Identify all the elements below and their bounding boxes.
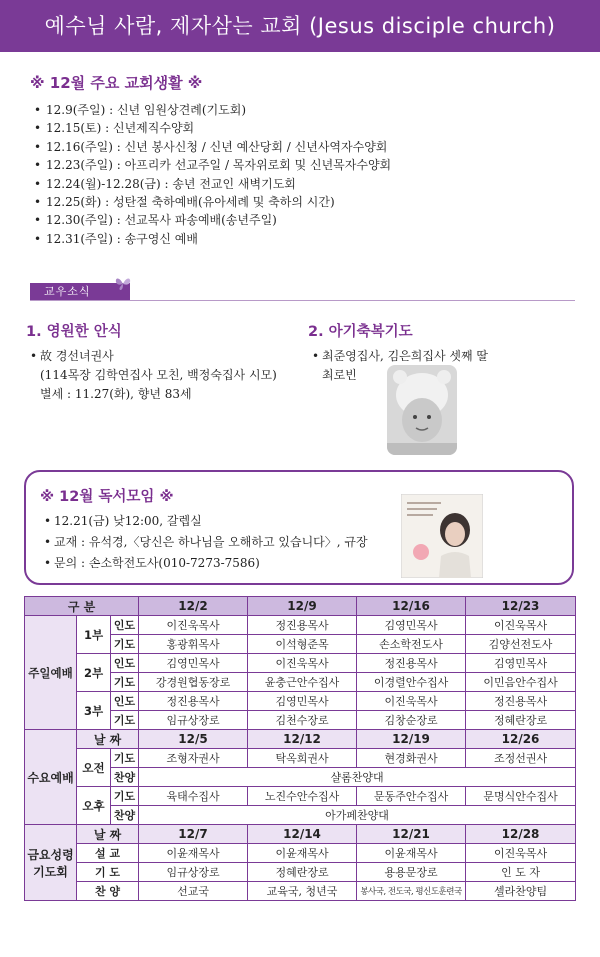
role-label: 찬 양 <box>77 882 139 901</box>
schedule-item: • 12.23(주일) : 아프리카 선교주일 / 목자위로회 및 신년목자수양회 <box>30 156 575 174</box>
role-label: 기도 <box>111 635 139 654</box>
book-club-list <box>40 511 368 574</box>
table-cell: 조정선권사 <box>466 749 576 768</box>
choir-cell: 샬롬찬양대 <box>139 768 576 787</box>
table-cell: 이진욱목사 <box>248 654 357 673</box>
service-part: 3부 <box>77 692 111 730</box>
condolence-family: (114목장 김학연집사 모친, 백정숙집사 시모) <box>40 368 277 382</box>
schedule-item: • 12.31(주일) : 송구영신 예배 <box>30 230 575 248</box>
sunday-service-label: 주일예배 <box>25 616 77 730</box>
table-cell: 문명식안수집사 <box>466 787 576 806</box>
header-date: 12/2 <box>139 597 248 616</box>
news-divider <box>30 300 575 301</box>
table-cell: 정진용목사 <box>357 654 466 673</box>
table-cell: 이윤재목사 <box>357 844 466 863</box>
table-cell: 선교국 <box>139 882 248 901</box>
role-label: 기 도 <box>77 863 139 882</box>
schedule-item: • 12.25(화) : 성탄절 축하예배(유아세례 및 축하의 시간) <box>30 193 575 211</box>
table-cell: 홍광휘목사 <box>139 635 248 654</box>
table-cell: 인 도 자 <box>466 863 576 882</box>
choir-cell: 아가페찬양대 <box>139 806 576 825</box>
table-cell: 김영민목사 <box>248 692 357 711</box>
baby-parents: • 최준영집사, 김은희집사 셋째 딸 <box>308 347 578 366</box>
december-schedule <box>30 72 575 248</box>
table-cell: 이진욱목사 <box>466 616 576 635</box>
table-cell: 김영민목사 <box>139 654 248 673</box>
table-cell: 현경화권사 <box>357 749 466 768</box>
table-cell: 12/7 <box>139 825 248 844</box>
header-date: 12/23 <box>466 597 576 616</box>
table-cell: 강경원협동장로 <box>139 673 248 692</box>
table-cell: 12/12 <box>248 730 357 749</box>
condolence-name: • 故 경선녀권사 <box>26 347 296 366</box>
baby-name: 최로빈 <box>322 368 357 382</box>
page-header <box>0 0 600 52</box>
friday-service-label <box>25 825 77 901</box>
table-cell: 정진용목사 <box>139 692 248 711</box>
table-cell: 탁옥희권사 <box>248 749 357 768</box>
table-cell: 손소학전도사 <box>357 635 466 654</box>
table-row <box>25 882 576 901</box>
table-row <box>25 749 576 768</box>
table-row <box>25 863 576 882</box>
table-cell: 이윤재목사 <box>248 844 357 863</box>
table-cell: 김영민목사 <box>357 616 466 635</box>
role-label: 설 교 <box>77 844 139 863</box>
afternoon-label: 오후 <box>77 787 111 825</box>
table-cell: 교육국, 청년국 <box>248 882 357 901</box>
header-date: 12/9 <box>248 597 357 616</box>
table-row <box>25 616 576 635</box>
role-label: 인도 <box>111 654 139 673</box>
header-title: 예수님 사람, 제자삼는 교회 (Jesus disciple church) <box>44 14 556 38</box>
table-cell: 12/21 <box>357 825 466 844</box>
table-cell: 윤충근안수집사 <box>248 673 357 692</box>
table-cell: 정혜란장로 <box>466 711 576 730</box>
friday-label-line1: 금요성령 <box>27 847 74 862</box>
table-cell: 이민음안수집사 <box>466 673 576 692</box>
table-cell: 김영민목사 <box>466 654 576 673</box>
role-label: 기도 <box>111 711 139 730</box>
table-cell: 이진욱목사 <box>357 692 466 711</box>
table-cell: 육태수집사 <box>139 787 248 806</box>
table-cell: 정진용목사 <box>248 616 357 635</box>
table-cell: 이진욱목사 <box>139 616 248 635</box>
table-row <box>25 654 576 673</box>
table-cell: 봉사국, 전도국, 평신도훈련국 <box>357 882 466 901</box>
book-cover-image <box>401 494 483 578</box>
baby-photo <box>387 365 457 455</box>
table-cell: 이경렬안수집사 <box>357 673 466 692</box>
role-label: 인도 <box>111 692 139 711</box>
table-row <box>25 692 576 711</box>
role-label: 기도 <box>111 749 139 768</box>
condolence-title: 1. 영원한 안식 <box>26 324 122 340</box>
date-label: 날 짜 <box>77 825 139 844</box>
book-club-item: • 교재 : 유석경,〈당신은 하나님을 오해하고 있습니다〉, 규장 <box>40 532 368 553</box>
role-label: 찬양 <box>111 806 139 825</box>
book-club-box <box>24 470 574 585</box>
table-cell: 정혜란장로 <box>248 863 357 882</box>
table-cell: 이윤재목사 <box>139 844 248 863</box>
schedule-item: • 12.15(토) : 신년제직수양회 <box>30 119 575 137</box>
role-label: 찬양 <box>111 768 139 787</box>
table-cell: 12/14 <box>248 825 357 844</box>
table-cell: 이석형준목 <box>248 635 357 654</box>
schedule-title: ※ 12월 주요 교회생활 ※ <box>30 74 203 92</box>
header-date: 12/16 <box>357 597 466 616</box>
table-cell: 노진수안수집사 <box>248 787 357 806</box>
table-cell: 12/19 <box>357 730 466 749</box>
role-label: 기도 <box>111 673 139 692</box>
wednesday-date-row <box>25 730 576 749</box>
table-cell: 12/28 <box>466 825 576 844</box>
service-part: 1부 <box>77 616 111 654</box>
butterfly-icon <box>114 276 132 296</box>
table-cell: 이진욱목사 <box>466 844 576 863</box>
condolence-section <box>26 320 296 404</box>
schedule-list <box>30 101 575 248</box>
role-label: 인도 <box>111 616 139 635</box>
wednesday-service-label: 수요예배 <box>25 730 77 825</box>
date-label: 날 짜 <box>77 730 139 749</box>
table-cell: 임규상장로 <box>139 711 248 730</box>
table-header-row <box>25 597 576 616</box>
role-label: 기도 <box>111 787 139 806</box>
news-banner: 교우소식 <box>30 283 130 301</box>
schedule-item: • 12.9(주일) : 신년 임원상견례(기도회) <box>30 101 575 119</box>
table-cell: 12/5 <box>139 730 248 749</box>
table-cell: 김양선전도사 <box>466 635 576 654</box>
table-cell: 정진용목사 <box>466 692 576 711</box>
table-cell: 12/26 <box>466 730 576 749</box>
book-club-title: ※ 12월 독서모임 ※ <box>40 489 174 505</box>
baby-title: 2. 아기축복기도 <box>308 324 413 340</box>
table-row <box>25 844 576 863</box>
table-row <box>25 787 576 806</box>
schedule-item: • 12.16(주일) : 신년 봉사신청 / 신년 예산당회 / 신년사역자수양회 <box>30 138 575 156</box>
table-cell: 임규상장로 <box>139 863 248 882</box>
service-part: 2부 <box>77 654 111 692</box>
table-cell: 김창순장로 <box>357 711 466 730</box>
schedule-item: • 12.24(월)-12.28(금) : 송년 전교인 새벽기도회 <box>30 175 575 193</box>
friday-date-row <box>25 825 576 844</box>
book-club-item: • 문의 : 손소학전도사(010-7273-7586) <box>40 553 368 574</box>
schedule-item: • 12.30(주일) : 선교목사 파송예배(송년주일) <box>30 211 575 229</box>
header-category: 구 분 <box>25 597 139 616</box>
table-cell: 용용문장로 <box>357 863 466 882</box>
table-cell: 김천수장로 <box>248 711 357 730</box>
friday-label-line2: 기도회 <box>33 864 68 879</box>
table-cell: 조형자권사 <box>139 749 248 768</box>
table-cell: 문동주안수집사 <box>357 787 466 806</box>
condolence-date: 별세 : 11.27(화), 향년 83세 <box>40 387 192 401</box>
table-cell: 셀라찬양팀 <box>466 882 576 901</box>
book-club-item: • 12.21(금) 낮12:00, 갈렙실 <box>40 511 368 532</box>
duty-roster-table <box>24 596 576 901</box>
morning-label: 오전 <box>77 749 111 787</box>
